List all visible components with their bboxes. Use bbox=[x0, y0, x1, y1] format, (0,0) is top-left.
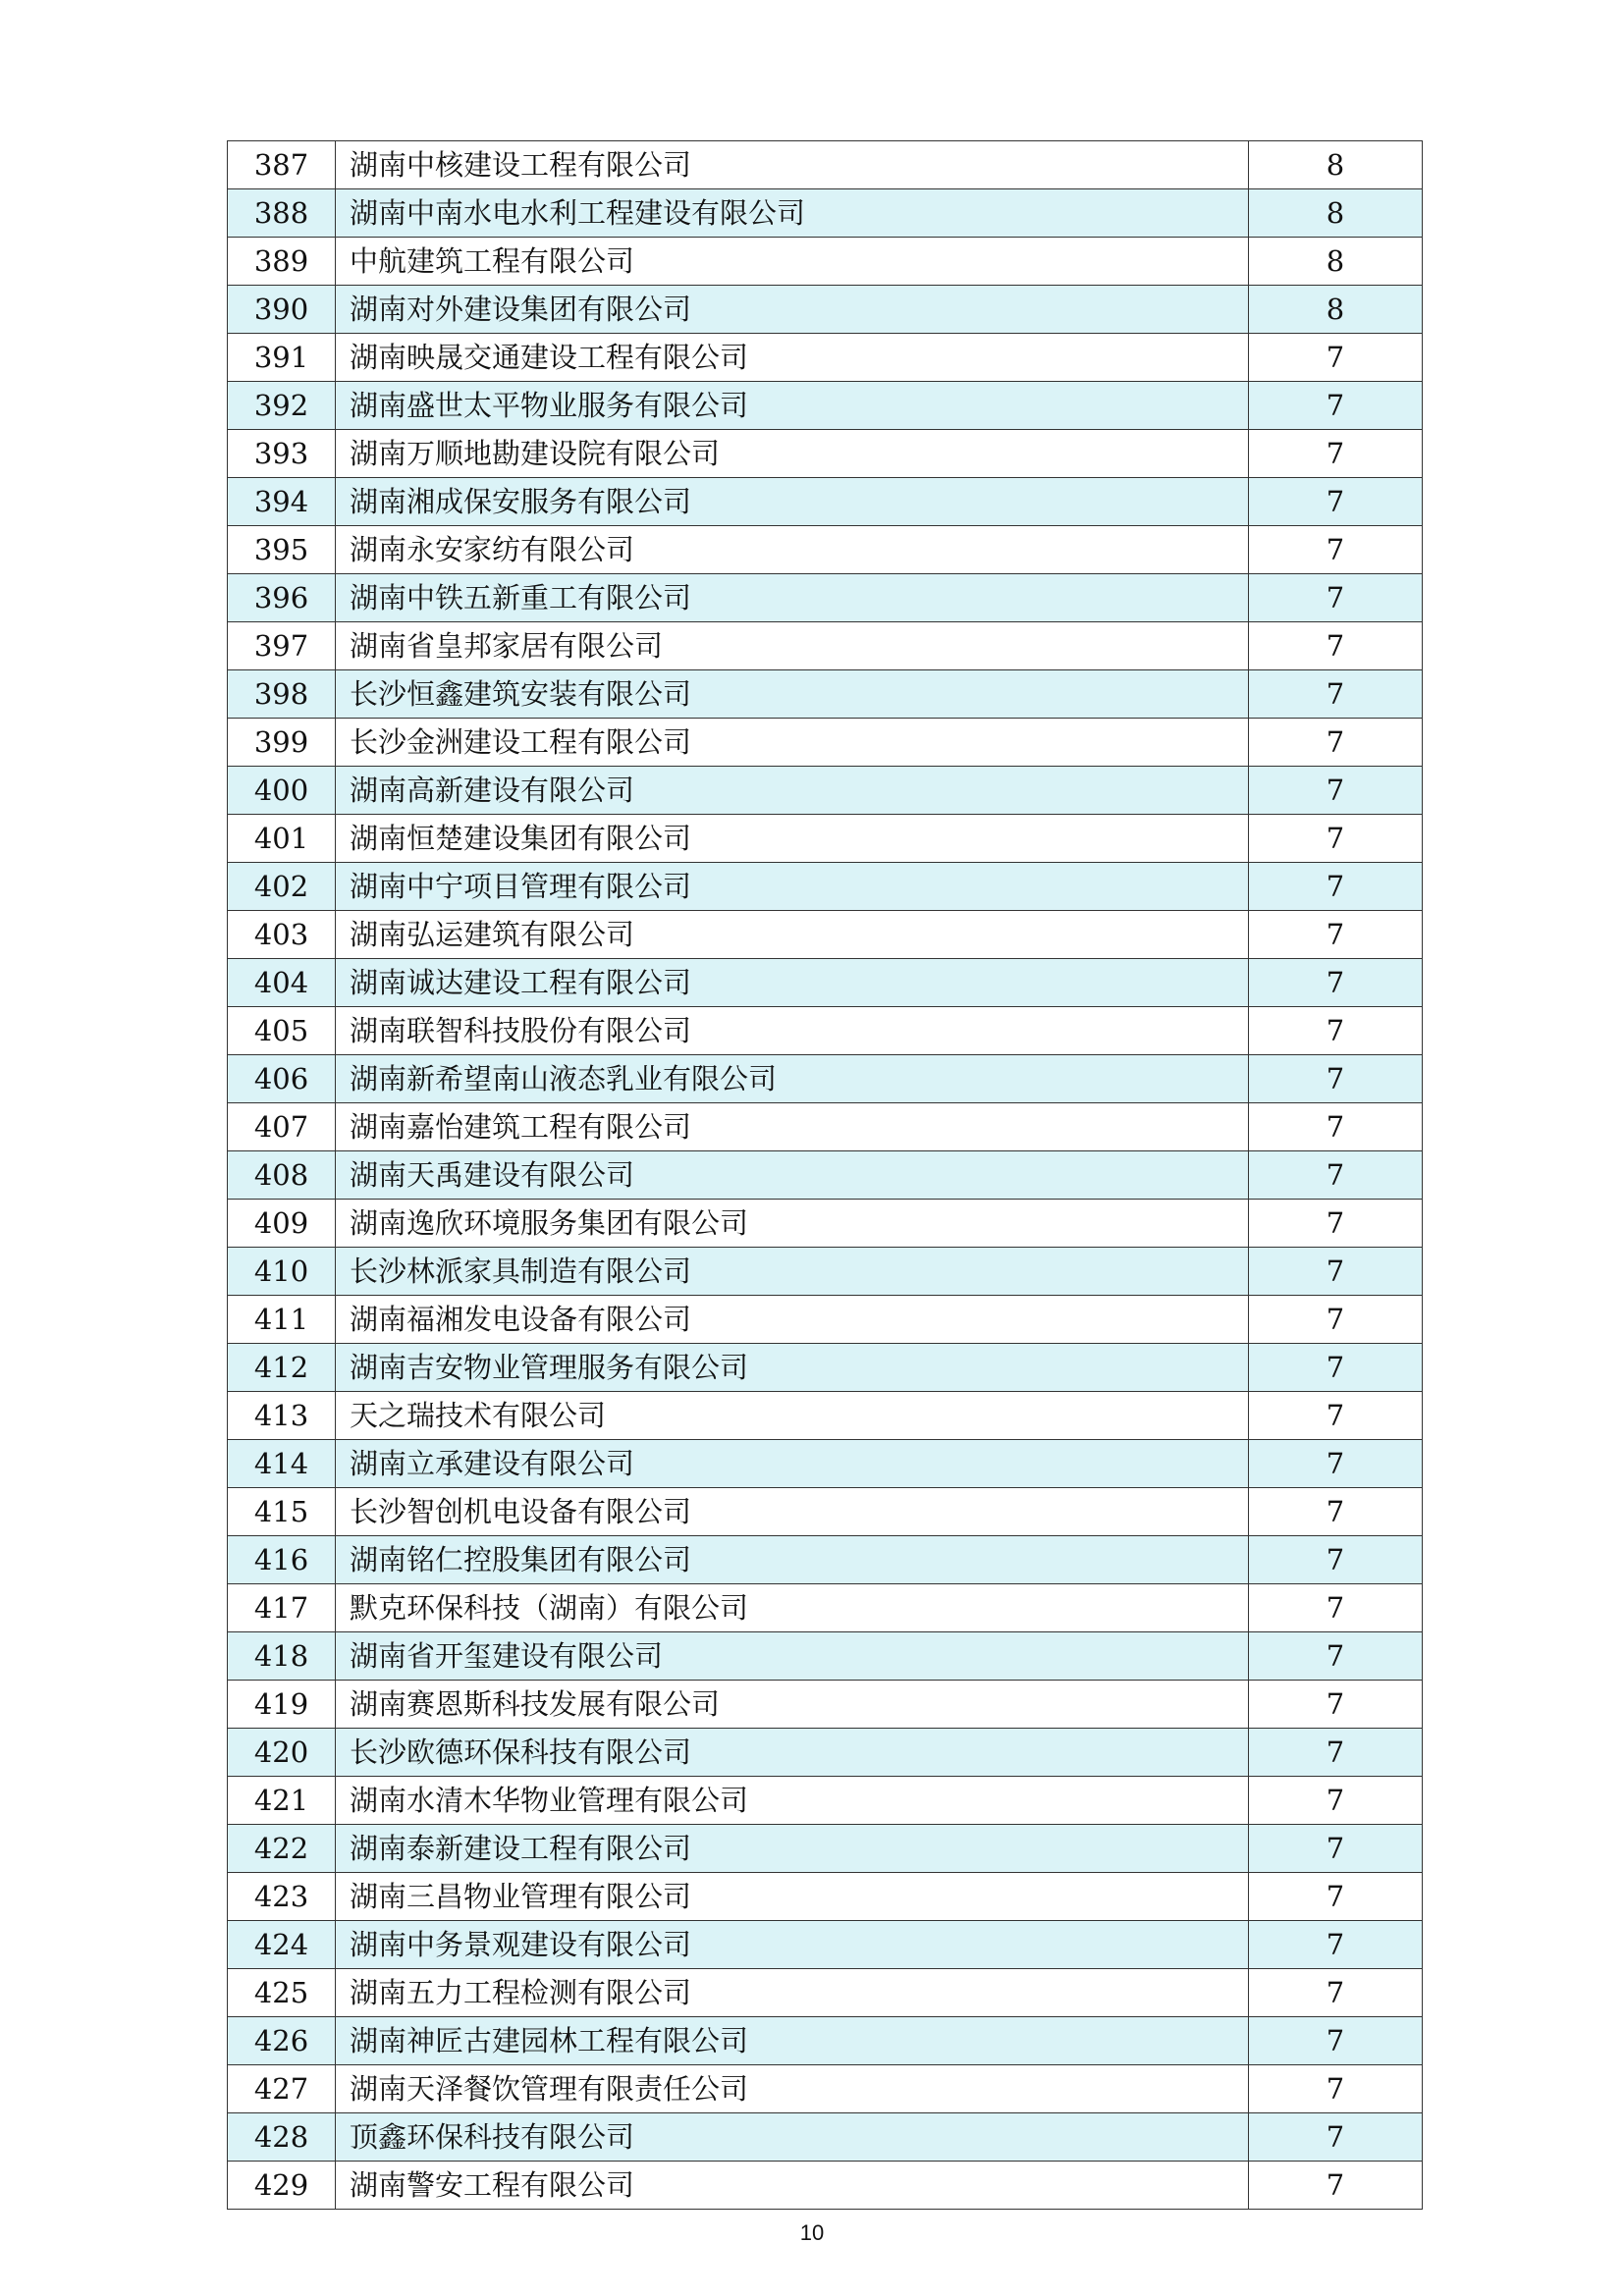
company-name: 湖南天泽餐饮管理有限责任公司 bbox=[336, 2065, 1249, 2113]
company-name: 湖南中宁项目管理有限公司 bbox=[336, 863, 1249, 911]
score: 7 bbox=[1249, 1969, 1423, 2017]
table-row bbox=[228, 1055, 1423, 1103]
row-number: 409 bbox=[228, 1200, 336, 1248]
score: 7 bbox=[1249, 1584, 1423, 1632]
row-number: 390 bbox=[228, 286, 336, 334]
row-number: 389 bbox=[228, 238, 336, 286]
row-number: 419 bbox=[228, 1681, 336, 1729]
row-number: 391 bbox=[228, 334, 336, 382]
score: 7 bbox=[1249, 2162, 1423, 2210]
table-row bbox=[228, 2065, 1423, 2113]
table-row bbox=[228, 189, 1423, 238]
score: 8 bbox=[1249, 286, 1423, 334]
score: 7 bbox=[1249, 526, 1423, 574]
score: 7 bbox=[1249, 1344, 1423, 1392]
table-row bbox=[228, 2113, 1423, 2162]
row-number: 388 bbox=[228, 189, 336, 238]
score: 7 bbox=[1249, 670, 1423, 719]
score: 7 bbox=[1249, 430, 1423, 478]
row-number: 399 bbox=[228, 719, 336, 767]
row-number: 427 bbox=[228, 2065, 336, 2113]
score: 7 bbox=[1249, 1681, 1423, 1729]
score: 8 bbox=[1249, 141, 1423, 189]
company-name: 长沙林派家具制造有限公司 bbox=[336, 1248, 1249, 1296]
score: 7 bbox=[1249, 1248, 1423, 1296]
table-row bbox=[228, 1488, 1423, 1536]
row-number: 410 bbox=[228, 1248, 336, 1296]
table-row bbox=[228, 526, 1423, 574]
table-row bbox=[228, 2017, 1423, 2065]
row-number: 426 bbox=[228, 2017, 336, 2065]
table-row bbox=[228, 1392, 1423, 1440]
row-number: 414 bbox=[228, 1440, 336, 1488]
score: 7 bbox=[1249, 719, 1423, 767]
score: 7 bbox=[1249, 1055, 1423, 1103]
score: 7 bbox=[1249, 1200, 1423, 1248]
company-name: 湖南盛世太平物业服务有限公司 bbox=[336, 382, 1249, 430]
table-row bbox=[228, 863, 1423, 911]
company-name: 湖南神匠古建园林工程有限公司 bbox=[336, 2017, 1249, 2065]
score: 7 bbox=[1249, 2113, 1423, 2162]
row-number: 428 bbox=[228, 2113, 336, 2162]
row-number: 404 bbox=[228, 959, 336, 1007]
table-row bbox=[228, 815, 1423, 863]
company-name: 长沙智创机电设备有限公司 bbox=[336, 1488, 1249, 1536]
table-row bbox=[228, 767, 1423, 815]
score: 7 bbox=[1249, 1103, 1423, 1151]
table-row bbox=[228, 1584, 1423, 1632]
table-row bbox=[228, 1777, 1423, 1825]
table-row bbox=[228, 1969, 1423, 2017]
score: 7 bbox=[1249, 382, 1423, 430]
row-number: 396 bbox=[228, 574, 336, 622]
score: 7 bbox=[1249, 1536, 1423, 1584]
row-number: 406 bbox=[228, 1055, 336, 1103]
company-name: 湖南中铁五新重工有限公司 bbox=[336, 574, 1249, 622]
company-name: 湖南中南水电水利工程建设有限公司 bbox=[336, 189, 1249, 238]
company-name: 默克环保科技（湖南）有限公司 bbox=[336, 1584, 1249, 1632]
row-number: 422 bbox=[228, 1825, 336, 1873]
table-row bbox=[228, 1103, 1423, 1151]
row-number: 394 bbox=[228, 478, 336, 526]
table-row bbox=[228, 286, 1423, 334]
row-number: 397 bbox=[228, 622, 336, 670]
row-number: 421 bbox=[228, 1777, 336, 1825]
score: 7 bbox=[1249, 2017, 1423, 2065]
score: 7 bbox=[1249, 1921, 1423, 1969]
company-name: 中航建筑工程有限公司 bbox=[336, 238, 1249, 286]
row-number: 418 bbox=[228, 1632, 336, 1681]
company-name: 湖南嘉怡建筑工程有限公司 bbox=[336, 1103, 1249, 1151]
score: 7 bbox=[1249, 622, 1423, 670]
company-name: 湖南逸欣环境服务集团有限公司 bbox=[336, 1200, 1249, 1248]
score: 7 bbox=[1249, 1296, 1423, 1344]
score: 7 bbox=[1249, 1777, 1423, 1825]
row-number: 415 bbox=[228, 1488, 336, 1536]
company-name: 湖南对外建设集团有限公司 bbox=[336, 286, 1249, 334]
score: 7 bbox=[1249, 478, 1423, 526]
row-number: 403 bbox=[228, 911, 336, 959]
table-row bbox=[228, 1873, 1423, 1921]
score: 7 bbox=[1249, 959, 1423, 1007]
company-name: 长沙金洲建设工程有限公司 bbox=[336, 719, 1249, 767]
row-number: 425 bbox=[228, 1969, 336, 2017]
row-number: 400 bbox=[228, 767, 336, 815]
company-name: 湖南新希望南山液态乳业有限公司 bbox=[336, 1055, 1249, 1103]
row-number: 429 bbox=[228, 2162, 336, 2210]
company-name: 湖南立承建设有限公司 bbox=[336, 1440, 1249, 1488]
table-row bbox=[228, 959, 1423, 1007]
score: 7 bbox=[1249, 1825, 1423, 1873]
row-number: 424 bbox=[228, 1921, 336, 1969]
table-row bbox=[228, 1632, 1423, 1681]
company-name: 长沙恒鑫建筑安装有限公司 bbox=[336, 670, 1249, 719]
table-row bbox=[228, 382, 1423, 430]
company-name: 湖南天禹建设有限公司 bbox=[336, 1151, 1249, 1200]
table-row bbox=[228, 670, 1423, 719]
company-name: 长沙欧德环保科技有限公司 bbox=[336, 1729, 1249, 1777]
score: 7 bbox=[1249, 2065, 1423, 2113]
row-number: 407 bbox=[228, 1103, 336, 1151]
score: 7 bbox=[1249, 1729, 1423, 1777]
score: 8 bbox=[1249, 238, 1423, 286]
row-number: 387 bbox=[228, 141, 336, 189]
table-row bbox=[228, 574, 1423, 622]
page-number: 10 bbox=[799, 2220, 825, 2245]
score: 7 bbox=[1249, 1873, 1423, 1921]
score: 7 bbox=[1249, 1440, 1423, 1488]
row-number: 413 bbox=[228, 1392, 336, 1440]
row-number: 405 bbox=[228, 1007, 336, 1055]
row-number: 417 bbox=[228, 1584, 336, 1632]
row-number: 393 bbox=[228, 430, 336, 478]
score: 7 bbox=[1249, 334, 1423, 382]
row-number: 395 bbox=[228, 526, 336, 574]
score: 7 bbox=[1249, 1488, 1423, 1536]
company-name: 天之瑞技术有限公司 bbox=[336, 1392, 1249, 1440]
company-name: 湖南恒楚建设集团有限公司 bbox=[336, 815, 1249, 863]
score: 7 bbox=[1249, 574, 1423, 622]
table-row bbox=[228, 141, 1423, 189]
score: 7 bbox=[1249, 863, 1423, 911]
row-number: 401 bbox=[228, 815, 336, 863]
score: 7 bbox=[1249, 767, 1423, 815]
company-name: 湖南万顺地勘建设院有限公司 bbox=[336, 430, 1249, 478]
score: 7 bbox=[1249, 815, 1423, 863]
table-row bbox=[228, 719, 1423, 767]
table-row bbox=[228, 334, 1423, 382]
table-row bbox=[228, 1825, 1423, 1873]
table-body bbox=[228, 141, 1423, 2210]
row-number: 392 bbox=[228, 382, 336, 430]
table-row bbox=[228, 1151, 1423, 1200]
company-name: 顶鑫环保科技有限公司 bbox=[336, 2113, 1249, 2162]
company-name: 湖南映晟交通建设工程有限公司 bbox=[336, 334, 1249, 382]
company-name: 湖南诚达建设工程有限公司 bbox=[336, 959, 1249, 1007]
row-number: 420 bbox=[228, 1729, 336, 1777]
table-row bbox=[228, 238, 1423, 286]
table-row bbox=[228, 1007, 1423, 1055]
company-name: 湖南三昌物业管理有限公司 bbox=[336, 1873, 1249, 1921]
row-number: 411 bbox=[228, 1296, 336, 1344]
row-number: 398 bbox=[228, 670, 336, 719]
company-name: 湖南湘成保安服务有限公司 bbox=[336, 478, 1249, 526]
company-name: 湖南省开玺建设有限公司 bbox=[336, 1632, 1249, 1681]
row-number: 416 bbox=[228, 1536, 336, 1584]
company-name: 湖南福湘发电设备有限公司 bbox=[336, 1296, 1249, 1344]
table-row bbox=[228, 911, 1423, 959]
table-row bbox=[228, 430, 1423, 478]
company-name: 湖南高新建设有限公司 bbox=[336, 767, 1249, 815]
table-row bbox=[228, 1296, 1423, 1344]
company-name: 湖南五力工程检测有限公司 bbox=[336, 1969, 1249, 2017]
table-row bbox=[228, 1536, 1423, 1584]
table-row bbox=[228, 2162, 1423, 2210]
table-row bbox=[228, 1200, 1423, 1248]
company-name: 湖南省皇邦家居有限公司 bbox=[336, 622, 1249, 670]
company-name: 湖南联智科技股份有限公司 bbox=[336, 1007, 1249, 1055]
score: 7 bbox=[1249, 1007, 1423, 1055]
row-number: 423 bbox=[228, 1873, 336, 1921]
table-row bbox=[228, 1729, 1423, 1777]
company-name: 湖南吉安物业管理服务有限公司 bbox=[336, 1344, 1249, 1392]
score: 7 bbox=[1249, 1151, 1423, 1200]
company-name: 湖南警安工程有限公司 bbox=[336, 2162, 1249, 2210]
company-name: 湖南赛恩斯科技发展有限公司 bbox=[336, 1681, 1249, 1729]
table-row bbox=[228, 1248, 1423, 1296]
company-name: 湖南泰新建设工程有限公司 bbox=[336, 1825, 1249, 1873]
table-row bbox=[228, 478, 1423, 526]
table-row bbox=[228, 1440, 1423, 1488]
company-table bbox=[227, 140, 1423, 2210]
table-row bbox=[228, 622, 1423, 670]
company-name: 湖南铭仁控股集团有限公司 bbox=[336, 1536, 1249, 1584]
company-name: 湖南中务景观建设有限公司 bbox=[336, 1921, 1249, 1969]
company-name: 湖南水清木华物业管理有限公司 bbox=[336, 1777, 1249, 1825]
company-name: 湖南中核建设工程有限公司 bbox=[336, 141, 1249, 189]
company-name: 湖南弘运建筑有限公司 bbox=[336, 911, 1249, 959]
row-number: 408 bbox=[228, 1151, 336, 1200]
company-name: 湖南永安家纺有限公司 bbox=[336, 526, 1249, 574]
score: 7 bbox=[1249, 1392, 1423, 1440]
row-number: 412 bbox=[228, 1344, 336, 1392]
score: 7 bbox=[1249, 1632, 1423, 1681]
table-row bbox=[228, 1681, 1423, 1729]
table-row bbox=[228, 1344, 1423, 1392]
row-number: 402 bbox=[228, 863, 336, 911]
score: 8 bbox=[1249, 189, 1423, 238]
score: 7 bbox=[1249, 911, 1423, 959]
table-row bbox=[228, 1921, 1423, 1969]
